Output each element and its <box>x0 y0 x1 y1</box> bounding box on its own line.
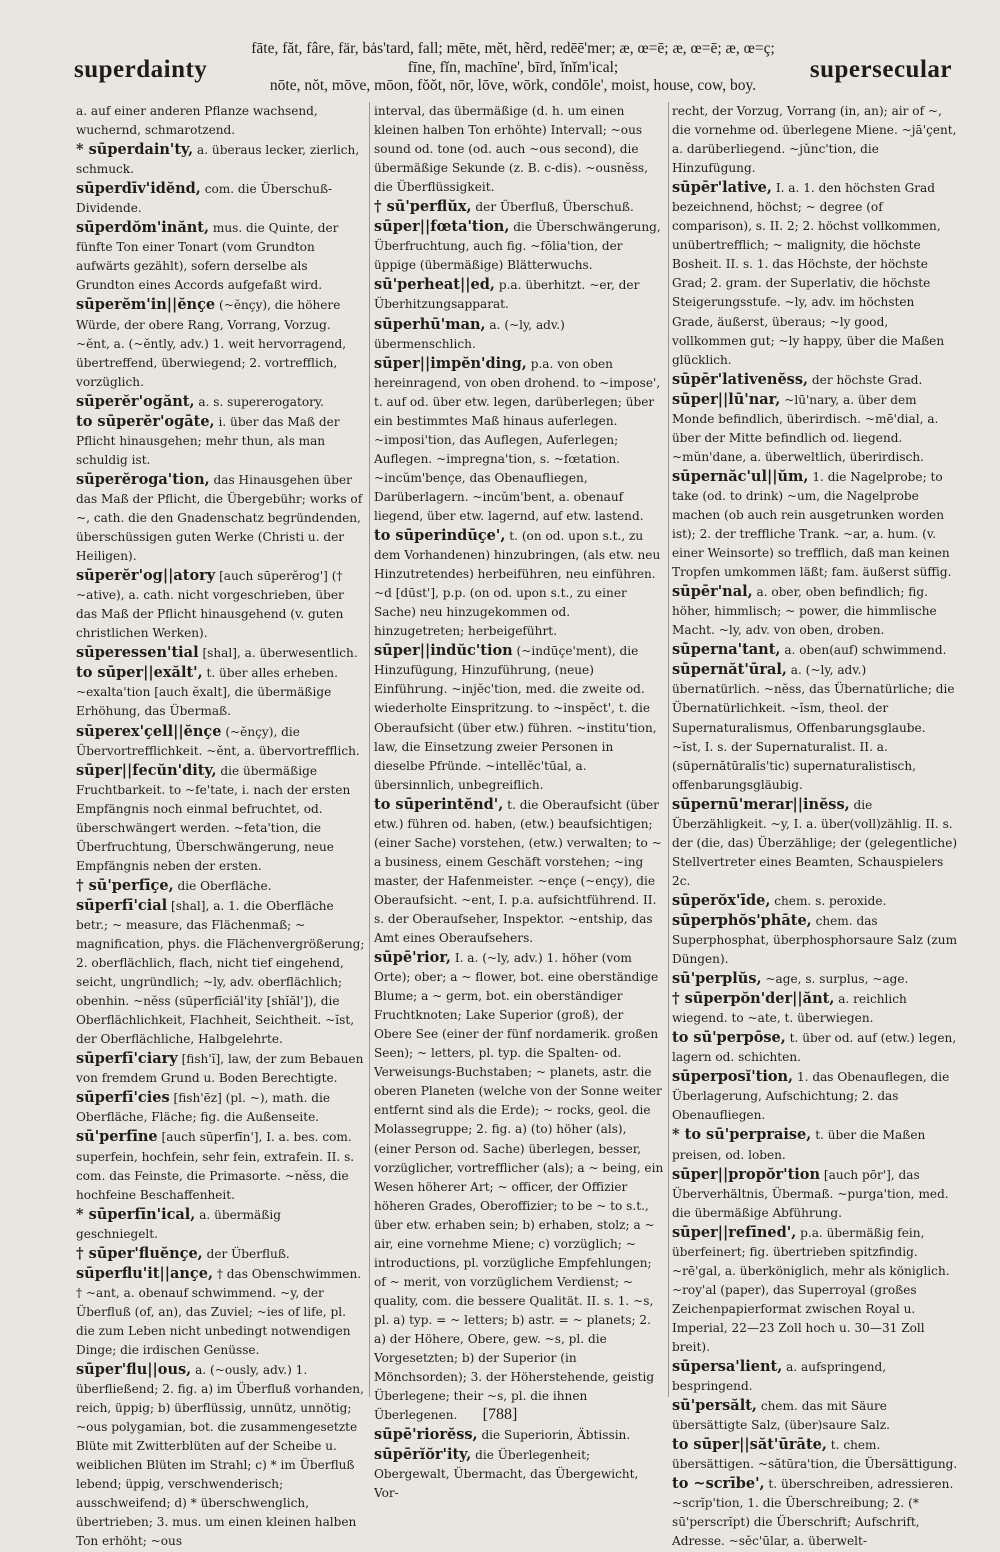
definition: com. die Überschuß-Dividende. <box>76 182 333 216</box>
definition: die Überlegenheit; Obergewalt, Übermacht, das Übergewicht, Vor- <box>374 1448 639 1501</box>
dictionary-entry <box>76 295 366 391</box>
headword: sūpernū'merar||inĕss, <box>672 795 850 813</box>
headword: sūper||refīned', <box>672 1223 797 1241</box>
definition: ~lū'nary, a. über dem Monde befindlich, überirdisch. ~mē'dial, a. über der Mitte befindlich od. liegend. ~mŭn'dane, a. überweltlich, überirdisch. <box>672 392 939 464</box>
dictionary-entry <box>374 1445 664 1503</box>
definition: a. (~ly, adv.) übermenschlich. <box>374 317 565 351</box>
headword: sū'persălt, <box>672 1397 757 1415</box>
definition: (~ĕnçy), die Übervortrefflichkeit. ~ĕnt, a. übervortrefflich. <box>76 724 360 758</box>
headword: sūper||propŏr'tion <box>672 1165 821 1183</box>
dictionary-entry <box>672 582 958 640</box>
dictionary-entry <box>672 660 958 794</box>
headword: sūpēr'nal, <box>672 583 753 601</box>
dictionary-entry <box>76 1127 366 1204</box>
dictionary-entry <box>672 1067 958 1125</box>
definition: a. aufspringend, bespringend. <box>672 1360 887 1394</box>
pronunciation-key-line: fāte, făt, fâre, fär, bȧs'tard, fall; mēte, mĕt, hẽrd, redēē'mer; æ, œ=ē; æ, œ=ē; æ, œ=ç; <box>251 40 775 57</box>
dictionary-entry <box>672 102 958 178</box>
column-1 <box>76 102 366 1549</box>
headword: sūperflu'it||ançe, <box>76 1264 214 1282</box>
definition: t. (on od. upon s.t., zu dem Vorhandenen) hinzubringen, (als etw. neu Hinzutretendes) herbeiführen, neu einführen. ~d [dūst'], p.p. (on od. upon s.t., zu einer Sache) neu hinzugekommen od. hinzugetreten; herbeigeführt. <box>374 529 661 639</box>
dictionary-entry <box>374 354 664 526</box>
definition: die Superiorin, Äbtissin. <box>481 1428 631 1443</box>
dictionary-entry <box>672 390 958 467</box>
right-guide-word: supersecular <box>809 56 952 83</box>
definition: t. über die Maßen preisen, od. loben. <box>672 1128 926 1162</box>
definition: chem. s. peroxide. <box>774 893 887 908</box>
dictionary-entry <box>374 1425 664 1445</box>
dictionary-entry <box>672 178 958 369</box>
headword: sūper||fecŭn'dity, <box>76 761 217 779</box>
dictionary-entry <box>76 643 366 663</box>
running-header <box>74 40 952 96</box>
headword: * sūperdain'ty, <box>76 141 194 159</box>
definition: der Überfluß, Überschuß. <box>475 200 634 215</box>
dictionary-entry <box>76 896 366 1049</box>
dictionary-entry <box>672 1028 958 1067</box>
definition: [auch pōr'], das Überverhältnis, Übermaß. ~purga'tion, med. die übermäßige Abführung. <box>672 1167 949 1220</box>
dictionary-entry <box>374 197 664 217</box>
dictionary-entry <box>672 1125 958 1164</box>
dictionary-entry <box>76 761 366 876</box>
headword: sūperessen'tial <box>76 644 199 662</box>
dictionary-entry <box>76 1244 366 1264</box>
headword: to ~scrībe', <box>672 1475 765 1493</box>
definition: a. auf einer anderen Pflanze wachsend, wuchernd, schmarotzend. <box>76 104 318 138</box>
dictionary-entry <box>672 370 958 390</box>
headword: sūpē'riorĕss, <box>374 1426 478 1444</box>
definition: der höchste Grad. <box>811 372 923 387</box>
definition: chem. das Superphosphat, überphosphorsaure Salz (zum Düngen). <box>672 913 958 967</box>
dictionary-entry <box>672 989 958 1028</box>
definition: a. s. supererogatory. <box>198 394 325 409</box>
definition: (~ĕnçy), die höhere Würde, der obere Rang, Vorrang, Vorzug. ~ĕnt, a. (~ĕntly, adv.) 1. weit hervorragend, übertreffend, überwiegend; 2. vortrefflich, vorzüglich. <box>76 298 347 389</box>
headword: sūpē'rior, <box>374 949 451 967</box>
headword: sūperŏx'īde, <box>672 891 771 909</box>
definition: a. oben(auf) schwimmend. <box>784 643 947 658</box>
dictionary-entry <box>76 1205 366 1244</box>
pronunciation-key-line: fīne, fĭn, machīne', bīrd, ĭnĭm'ical; <box>407 58 619 76</box>
headword: to sū'perpōse, <box>672 1029 786 1047</box>
definition: i. über das Maß der Pflicht hinausgehen; mehr thun, als man schuldig ist. <box>76 414 340 467</box>
definition: 1. die Nagelprobe; to take (od. to drink) ~um, die Nagelprobe machen (ob auch rein ausgetrunken worden ist); 2. der treffliche Trank. ~ar, a. hum. (v. einer Weinsorte) so trefflich, daß man keinen Tropfen umkommen läßt; fam. äußerst süffig. <box>672 469 952 580</box>
headword: sū'perheat||ed, <box>374 276 495 294</box>
headword: sūpērĭŏr'ity, <box>374 1446 472 1464</box>
headword: to sūper||săt'ūrāte, <box>672 1436 827 1454</box>
definition: † das Obenschwimmen. † ~ant, a. obenauf schwimmend. ~y, der Überfluß (of, an), das Zuviel; ~ies of life, pl. die zum Leben nicht unbedingt notwendigen Dinge; die irdischen Genüsse. <box>76 1266 362 1357</box>
dictionary-entry <box>76 179 366 218</box>
left-guide-word: superdainty <box>74 56 208 83</box>
dictionary-entry <box>76 722 366 761</box>
headword: sūper||lū'nar, <box>672 390 781 408</box>
definition: der Überfluß. <box>206 1246 290 1261</box>
column-divider <box>369 102 370 1397</box>
dictionary-entry <box>76 470 366 566</box>
headword: sūperĕroga'tion, <box>76 470 210 488</box>
dictionary-entry <box>672 969 958 989</box>
dictionary-entry <box>374 275 664 314</box>
page-number-text: [788] <box>482 1406 518 1423</box>
definition: mus. die Quinte, der fünfte Ton einer Tonart (vom Grundton aufwärts gezählt), sofern derselbe als Grundton eines Accords aufgefaßt wird. <box>76 221 339 293</box>
dictionary-entry <box>672 891 958 911</box>
headword: sūpernăc'ul||ŭm, <box>672 467 809 485</box>
definition: [auch sūperĕrog'] († ~ative), a. cath. nicht vorgeschrieben, über das Maß der Pflicht hinausgehend (v. guten christlichen Werken). <box>76 569 344 641</box>
headword: sūpēr'lativenĕss, <box>672 370 809 388</box>
definition: t. die Oberaufsicht (über etw.) führen od. haben, (etw.) beaufsichtigen; (einer Sache) vorstehen, (etw.) verwalten; to ~ a business, einem Geschäft vorstehen; ~ing master, der Hafenmeister. ~ençe (~ençy), die Oberaufsicht. ~ent, I. p.a. aufsichtführend. II. s. der Oberaufseher, Inspektor. ~entship, das Amt eines Oberaufsehers. <box>374 797 662 946</box>
headword: † sūperpŏn'der||ănt, <box>672 990 835 1008</box>
dictionary-entry <box>76 1264 366 1360</box>
dictionary-entry <box>672 795 958 891</box>
headword: sūperĕr'ogănt, <box>76 392 195 410</box>
page-number <box>0 1406 1000 1424</box>
headword: sūperposĭ'tion, <box>672 1068 794 1086</box>
column-3 <box>672 102 958 1549</box>
definition: das Hinausgehen über das Maß der Pflicht, die Übergebühr; works of ~, cath. die den Gnadenschatz begründenden, überschüssigen guten Werke (Christi u. der Heiligen). <box>76 472 363 564</box>
definition: [shal], a. 1. die Oberfläche betr.; ~ measure, das Flächenmaß; ~ magnification, phys. die Flächenvergrößerung; 2. oberflächlich, flach, nicht tief eingehend, seicht, ungründlich; ~ly, adv. oberflächlich; obenhin. ~nĕss (sūperfīciăl'ity [shĭăl']), die Oberflächlichkeit, Flachheit, Seichtheit. ~ĭst, der Oberflächliche, Halbgelehrte. <box>76 898 365 1047</box>
headword: † sū'perfīçe, <box>76 876 174 894</box>
headword: sūperdŏm'inănt, <box>76 219 210 237</box>
definition: a. überaus lecker, zierlich, schmuck. <box>76 143 360 177</box>
definition: ~age, s. surplus, ~age. <box>765 972 909 987</box>
definition: a. übermäßig geschniegelt. <box>76 1207 281 1241</box>
headword: sūperna'tant, <box>672 641 781 659</box>
definition: p.a. überhitzt. ~er, der Überhitzungsapparat. <box>374 278 640 312</box>
headword: to sūperĕr'ogāte, <box>76 412 215 430</box>
headword: sū'perplŭs, <box>672 970 762 988</box>
dictionary-entry <box>374 641 664 794</box>
dictionary-entry <box>672 1474 958 1551</box>
dictionary-entry <box>672 1165 958 1223</box>
definition: [fish'ĭ], law, der zum Bebauen von fremdem Grund u. Boden Berechtigte. <box>76 1052 364 1086</box>
dictionary-entry <box>76 1088 366 1127</box>
definition: a. ober, oben befindlich; fig. höher, himmlisch; ~ power, die himmlische Macht. ~ly, adv. von oben, droben. <box>672 585 937 638</box>
definition: [shal], a. überwesentlich. <box>202 646 358 661</box>
headword: to sūper||exălt', <box>76 664 203 682</box>
definition: a. (~ously, adv.) 1. überfließend; 2. fig. a) im Überfluß vorhanden, reich, üppig; b) überflüssig, unnütz, unnötig; ~ous polygamian, bot. die zusammengesetzte Blüte mit Zwitterblüten auf der Scheibe u. weiblichen Blüten im Strahl; c) * im Überfluß lebend; üppig, verschwenderisch; ausschweifend; d) * überschwenglich, übertrieben; 3. mus. um einen kleinen halben Ton erhöht; ~ous <box>76 1363 364 1549</box>
headword: sūperphŏs'phāte, <box>672 911 812 929</box>
definition: t. chem. übersättigen. ~sătūra'tion, die Übersättigung. <box>672 1438 958 1472</box>
definition: (~indūçe'ment), die Hinzufügung, Hinzuführung, (neue) Einführung. ~injĕc'tion, med. die zweite od. wiederholte Einspritzung. to ~inspĕct', t. die Oberaufsicht (über etw.) führen. ~institu'tion, law, die Einsetzung zweier Personen in dieselbe Pfründe. ~intellĕc'tūal, a. übersinnlich, unbegreiflich. <box>374 644 657 792</box>
definition: a. reichlich wiegend. to ~ate, t. überwiegen. <box>672 992 907 1026</box>
dictionary-entry <box>374 102 664 197</box>
definition: die Überschwängerung, Überfruchtung, auch fig. ~fōlia'tion, der üppige (übermäßige) Blätterwuchs. <box>374 220 661 273</box>
definition: chem. das mit Säure übersättigte Salz, (über)saure Salz. <box>672 1399 890 1433</box>
headword: † sū'perflŭx, <box>374 198 472 216</box>
headword: sūperĕr'og||atory <box>76 567 216 585</box>
definition: t. über od. auf (etw.) legen, lagern od. schichten. <box>672 1031 957 1065</box>
dictionary-entry <box>374 315 664 354</box>
dictionary-entry <box>374 948 664 1425</box>
dictionary-entry <box>672 467 958 582</box>
headword: * to sū'perpraise, <box>672 1126 812 1144</box>
definition: a. (~ly, adv.) übernatürlich. ~nĕss, das Übernatürliche; die Übernatürlichkeit. ~ĭsm, theol. der Supernaturalismus, Offenbarungsglaube. ~ĭst, I. s. der Supernaturalist. II. a. (sūpernătūralĭs'tic) supernaturalistisch, offenbarungsgläubig. <box>672 663 955 792</box>
dictionary-entry <box>672 1357 958 1396</box>
headword: sūpersa'lient, <box>672 1358 783 1376</box>
pronunciation-key <box>224 40 802 96</box>
headword: sūpēr'lative, <box>672 179 772 197</box>
headword: sūperhū'man, <box>374 315 486 333</box>
dictionary-entry <box>76 412 366 470</box>
headword: sūpernăt'ūral, <box>672 661 787 679</box>
dictionary-entry <box>76 140 366 179</box>
headword: to sūperindūçe', <box>374 527 506 545</box>
definition: I. a. 1. den höchsten Grad bezeichnend, höchst; ~ degree (of comparison), s. II. 2; 2. höchst vollkommen, unübertrefflich; ~ malignity, die höchste Bosheit. II. s. 1. das Höchste, der höchste Grad; 2. gram. der Superlativ, die höchste Steigerungsstufe. ~ly, adv. im höchsten Grade, äußerst, überaus; ~ly good, vollkommen gut; ~ly happy, über die Maßen glücklich. <box>672 181 945 367</box>
column-divider <box>668 102 669 1397</box>
dictionary-entry <box>672 1223 958 1357</box>
dictionary-entry <box>76 218 366 295</box>
headword: sū'perfīne <box>76 1128 158 1146</box>
headword: to sūperintĕnd', <box>374 795 504 813</box>
headword: sūperĕm'in||ĕnçe <box>76 296 216 314</box>
headword: sūper||fœta'tion, <box>374 218 510 236</box>
definition: die Oberfläche. <box>177 878 272 893</box>
headword: * sūperfīn'ical, <box>76 1205 196 1223</box>
dictionary-entry <box>76 876 366 896</box>
dictionary-entry <box>76 1360 366 1551</box>
headword: sūper||impĕn'ding, <box>374 354 527 372</box>
headword: sūperex'çell||ĕnçe <box>76 722 222 740</box>
headword: sūperfī'ciary <box>76 1050 178 1068</box>
definition: die Überzähligkeit. ~y, I. a. über(voll)zählig. II. s. der (die, das) Überzählige; der (gelegentliche) Stellvertreter eines Beamten, Schauspielers 2c. <box>672 797 958 888</box>
dictionary-entry <box>672 640 958 660</box>
headword: sūperfī'cies <box>76 1089 170 1107</box>
definition: [auch sūperfīn'], I. a. bes. com. superfein, hochfein, sehr fein, extrafein. II. s. com. das Feinste, die Primasorte. ~nĕss, die hochfeine Beschaffenheit. <box>76 1130 355 1202</box>
definition: interval, das übermäßige (d. h. um einen kleinen halben Ton erhöhte) Intervall; ~ous sound od. tone (od. auch ~ous second), die übermäßige Sekunde (z. B. c-dis). ~ousnĕss, die Überflüssigkeit. <box>374 104 648 195</box>
definition: p.a. von oben hereinragend, von oben drohend. to ~impose', t. auf od. über etw. legen, darüberlegen; über ein bestimmtes Maß hinaus auferlegen. ~imposi'tion, das Auflegen, Auferlegen; Auflegen. ~impregna'tion, s. ~fœtation. ~incŭm'bençe, das Obenaufliegen, Darüberlagern. ~incŭm'bent, a. obenauf liegend, über etw. lagernd, auf etw. lastend. <box>374 356 661 523</box>
headword: sūper||indŭc'tion <box>374 642 513 660</box>
definition: t. überschreiben, adressieren. ~scrĭp'tion, 1. die Überschreibung; 2. (* sū'perscrĭpt) die Überschrift; Aufschrift, Adresse. ~sĕc'ūlar, a. überwelt- <box>672 1477 954 1549</box>
definition: recht, der Vorzug, Vorrang (in, an); air of ~, die vornehme od. überlegene Miene. ~jā'çent, a. darüberliegend. ~jŭnc'tion, die Hinzufügung. <box>672 104 957 176</box>
dictionary-entry <box>76 392 366 412</box>
definition: p.a. übermäßig fein, überfeinert; fig. übertrieben spitzfindig. ~rē'gal, a. überköniglich, mehr als königlich. ~roy'al (paper), das Superroyal (großes Zeichenpapierformat zwischen Royal u. Imperial, 22—23 Zoll hoch u. 30—31 Zoll breit). <box>672 1225 950 1354</box>
dictionary-entry <box>76 663 366 721</box>
dictionary-entry <box>374 217 664 275</box>
dictionary-entry <box>374 795 664 948</box>
dictionary-entry <box>672 1435 958 1474</box>
pronunciation-key-line: nōte, nŏt, mōve, mōon, fŏŏt, nōr, lōve, wōrk, condōle', moist, house, cow, boy. <box>269 77 757 94</box>
definition: I. a. (~ly, adv.) 1. höher (vom Orte); ober; a ~ flower, bot. eine oberständige Blume; a ~ germ, bot. ein oberständiger Fruchtknoten; Lake Superior (groß), der Obere See (einer der fünf nordamerik. großen Seen); ~ letters, pl. typ. die Spalten- od. Verweisungs-Buchstaben; ~ planets, astr. die oberen Planeten (welche von der Sonne weiter entfernt sind als die Erde); ~ rocks, geol. die Molassegruppe; 2. fig. a) (to) höher (als), (einer Person od. Sache) überlegen, besser, vorzüglicher, vortrefflicher (als); a ~ being, ein Wesen höherer Art; ~ officer, der Offizier höheren Grades, Oberoffizier; to be ~ to s.t., über etw. erhaben sein; b) erhaben, stolz; a ~ air, eine vornehme Miene; c) vorzüglich; ~ introductions, pl. vorzügliche Empfehlungen; of ~ merit, von vorzüglichem Verdienst; ~ quality, com. die bessere Qualität. II. s. 1. ~s, pl. a) typ. = ~ letters; b) astr. = ~ planets; 2. a) der Höhere, Obere, gew. ~s, pl. die Vorgesetzten; b) der Superior (in Mönchsorden); 3. der Höherstehende, geistig Überlegene; their ~s, pl. die ihnen Überlegenen. <box>374 951 664 1423</box>
definition: t. über alles erheben. ~exalta'tion [auch ĕxalt], die übermäßige Erhöhung, das Übermaß. <box>76 666 338 719</box>
headword: sūperfī'cial <box>76 896 168 914</box>
definition: 1. das Obenauflegen, die Überlagerung, Aufschichtung; 2. das Obenaufliegen. <box>672 1070 950 1123</box>
headword: † sūper'fluĕnçe, <box>76 1244 203 1262</box>
dictionary-entry <box>76 566 366 643</box>
definition: die übermäßige Fruchtbarkeit. to ~fe'tate, i. nach der ersten Empfängnis noch einmal befruchtet, od. überschwängert werden. ~feta'tion, die Überfruchtung, Überschwängerung, neue Empfängnis neben der ersten. <box>76 763 351 873</box>
dictionary-entry <box>672 911 958 969</box>
headword: sūperdīv'idĕnd, <box>76 180 201 198</box>
dictionary-entry <box>76 102 366 140</box>
definition: [fish'ēz] (pl. ~), math. die Oberfläche, Fläche; fig. die Außenseite. <box>76 1091 331 1125</box>
dictionary-entry <box>374 526 664 641</box>
dictionary-entry <box>76 1049 366 1088</box>
headword: sūper'flu||ous, <box>76 1361 192 1379</box>
